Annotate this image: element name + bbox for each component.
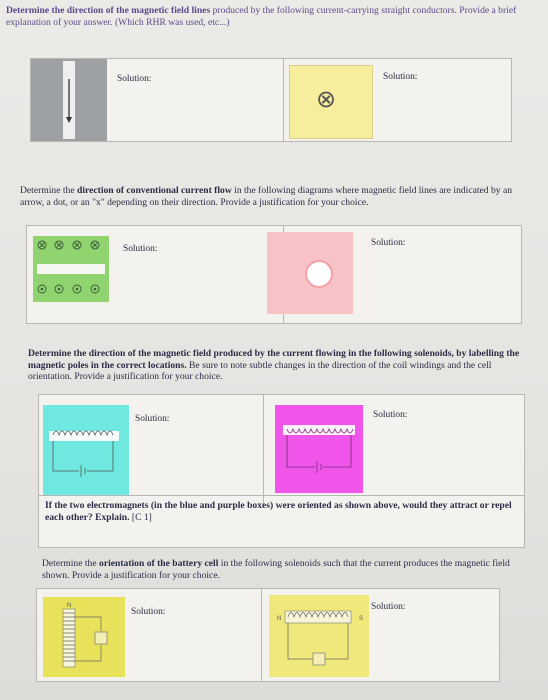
vertical-solenoid-panel [43,597,125,677]
box-divider [263,395,264,507]
cyan-solenoid-diagram [43,405,129,495]
straight-wire-diagram [31,59,107,141]
solution-label: Solution: [123,244,158,254]
circular-field-panel [267,232,353,314]
cross-into-page-icon: ⊗ [316,85,337,113]
question-2-box [26,225,522,324]
question-3-text [28,348,528,383]
cyan-solenoid-panel [43,405,129,495]
magenta-solenoid-diagram [275,405,363,493]
south-pole-label: S [359,616,364,622]
north-pole-label: N [67,603,72,609]
question-4-pre: Determine the [42,558,100,569]
question-3b-rest: [C 1] [129,511,152,523]
question-3-box [38,394,525,548]
horizontal-solenoid-panel [269,595,369,677]
question-1-text [6,5,526,28]
question-3-rest: Be sure to note subtle changes in the direction of the coil windings and the cell orientation. Provide a justification for your choice. [28,359,492,382]
question-2-bold: direction of conventional current flow [77,185,232,196]
question-4-rest: in the following solenoids such that the current produces the magnetic field shown. Provide a justification for your choice. [42,558,510,581]
vertical-solenoid-diagram [43,597,125,677]
solution-label: Solution: [371,602,406,612]
solution-label: Solution: [371,238,406,248]
question-3-bold: Determine the direction of the magnetic field produced by the current flowing in the following solenoids, by labelling the magnetic poles in the correct locations. [28,348,520,371]
straight-wire-panel [31,59,107,141]
question-4-box [36,588,500,682]
box-divider [261,589,262,681]
question-3b-text [45,500,515,523]
box-divider [283,59,284,141]
north-pole-label: N [277,616,282,622]
question-1-bold: Determine the direction of the magnetic field lines [6,5,211,16]
question-2-rest: in the following diagrams where magnetic field lines are indicated by an arrow, a dot, or an "x" depending on their direction. Provide a justification for your choice. [20,185,513,208]
circular-field-diagram [267,232,353,314]
question-1-box [30,58,512,142]
magenta-solenoid-panel [275,405,363,493]
field-marks-diagram [33,236,109,302]
solution-label: Solution: [373,410,408,420]
solution-label: Solution: [383,72,418,82]
solution-label: Solution: [131,607,166,617]
solution-label: Solution: [117,74,152,84]
question-1-rest: produced by the following current-carrying straight conductors. Provide a brief explanation of your answer. (Which RHR was used, etc...) [6,5,517,28]
question-4-text [42,558,522,581]
solution-label: Solution: [135,414,170,424]
question-2-pre: Determine the [20,185,78,196]
question-2-text [20,185,525,208]
horizontal-solenoid-diagram [269,595,369,677]
question-4-bold: orientation of the battery cell [99,558,219,569]
question-3b-bold: If the two electromagnets (in the blue and purple boxes) were oriented as shown above, would they attract or repel each other? Explain. [45,500,512,523]
attract-repel-question [39,495,524,536]
wire-into-page-panel [289,65,373,139]
field-dots-panel [33,236,109,302]
